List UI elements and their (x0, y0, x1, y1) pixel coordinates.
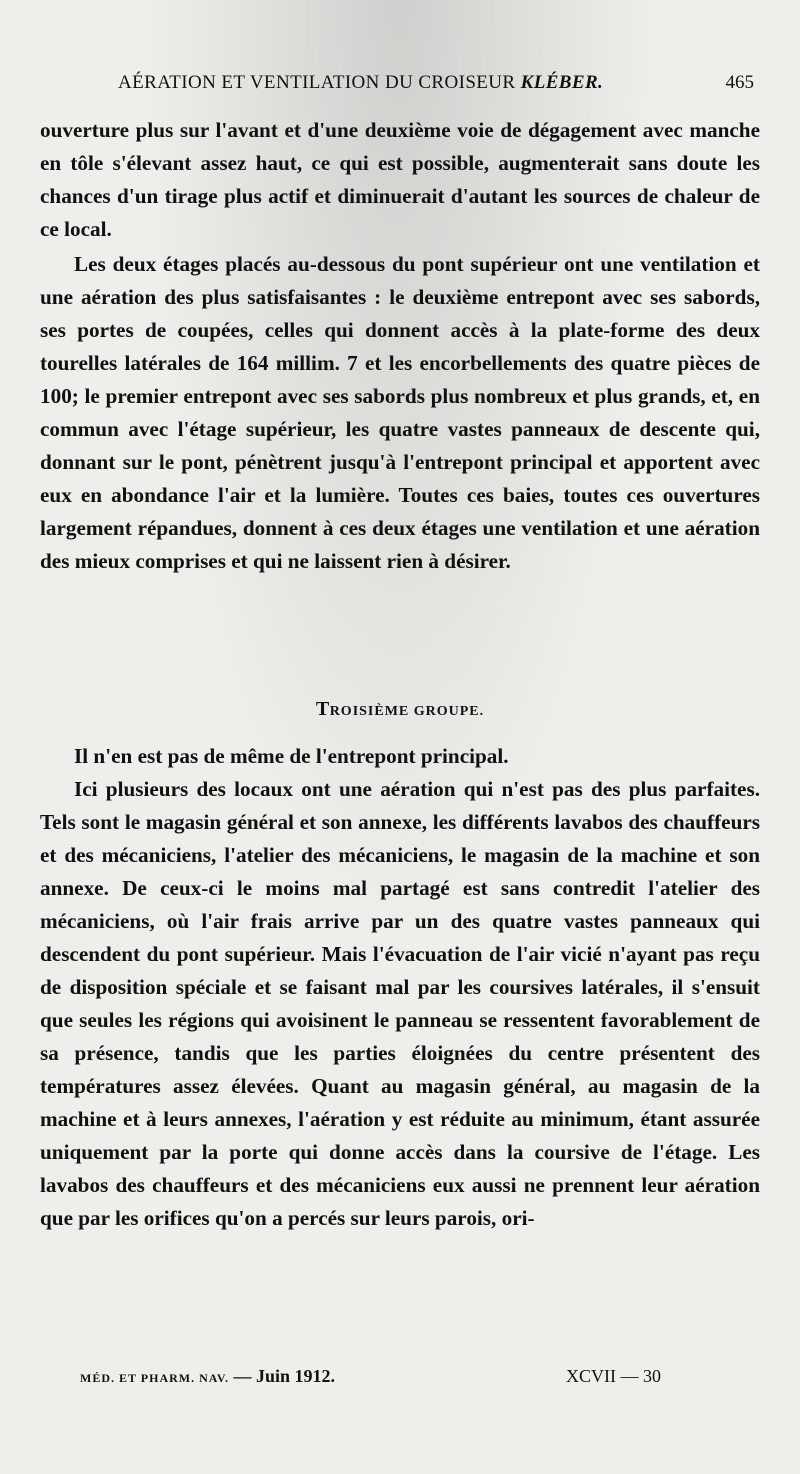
footer-journal (80, 1366, 335, 1387)
page-number: 465 (725, 72, 754, 93)
footer-date: Juin 1912. (256, 1366, 336, 1386)
running-header (0, 72, 800, 102)
section-heading-initial: T (315, 698, 330, 720)
section-heading (0, 698, 800, 721)
paragraph-1: ouverture plus sur l'avant et d'une deuxième voie de dégagement avec manche en tôle s'élevant assez haut, ce qui est possible, augmenterait sans doute les chances d'un tirage plus actif et diminuerait d'autant les sources de chaleur de ce local. (40, 118, 760, 241)
paragraph-2: Les deux étages placés au-dessous du pont supérieur ont une ventilation et une aération des plus satisfaisantes : le deuxième entrepont avec ses sabords, ses portes de coupées, celles qui donnent accès à la plate-forme des deux tourelles latérales de 164 millim. 7 et les encorbellements des quatre pièces de 100; le premier entrepont avec ses sabords plus nombreux et plus grands, et, en commun avec l'étage supérieur, les quatre vastes panneaux de descente qui, donnant sur le pont, pénètrent jusqu'à l'entrepont principal et apportent avec eux en abondance l'air et la lumière. Toutes ces baies, toutes ces ouvertures largement répandues, donnent à ces deux étages une ventilation et une aération des mieux comprises et qui ne laissent rien à désirer. (40, 252, 760, 573)
running-title-text: AÉRATION ET VENTILATION DU CROISEUR (118, 72, 516, 93)
paragraph-block-2 (40, 740, 760, 773)
section-heading-rest: ROISIÈME GROUPE. (329, 704, 485, 719)
running-title (118, 72, 603, 94)
paragraph-block-3 (40, 773, 760, 1235)
footer-dash: — (233, 1366, 252, 1386)
journal-abbrev: MÉD. ET PHARM. NAV. (80, 1371, 230, 1385)
paragraph-block (40, 248, 760, 578)
footer-volume-sheet: XCVII — 30 (566, 1366, 661, 1386)
paragraph-3: Il n'en est pas de même de l'entrepont principal. (74, 744, 509, 768)
page-footer (0, 1366, 800, 1396)
paragraph-4: Ici plusieurs des locaux ont une aération qui n'est pas des plus parfaites. Tels sont le magasin général et son annexe, les différents lavabos des chauffeurs et des mécaniciens, l'atelier des mécaniciens, le magasin de la machine et son annexe. De ceux-ci le moins mal partagé est sans contredit l'atelier des mécaniciens, où l'air frais arrive par un des quatre vastes panneaux qui descendent du pont supérieur. Mais l'évacuation de l'air vicié n'ayant pas reçu de disposition spéciale et se faisant mal par les coursives latérales, il s'ensuit que seules les régions qui avoisinent le panneau se ressentent favorablement de sa présence, tandis que les parties éloignées du centre présentent des températures assez élevées. Quant au magasin général, au magasin de la machine et à leurs annexes, l'aération y est réduite au minimum, étant assurée uniquement par la porte qui donne accès dans la coursive de l'étage. Les lavabos des chauffeurs et des mécaniciens eux aussi ne prennent leur aération que par les orifices qu'on a percés sur leurs parois, ori- (40, 777, 760, 1230)
ship-name: KLÉBER. (520, 72, 604, 93)
paragraph-continuation (40, 114, 760, 246)
